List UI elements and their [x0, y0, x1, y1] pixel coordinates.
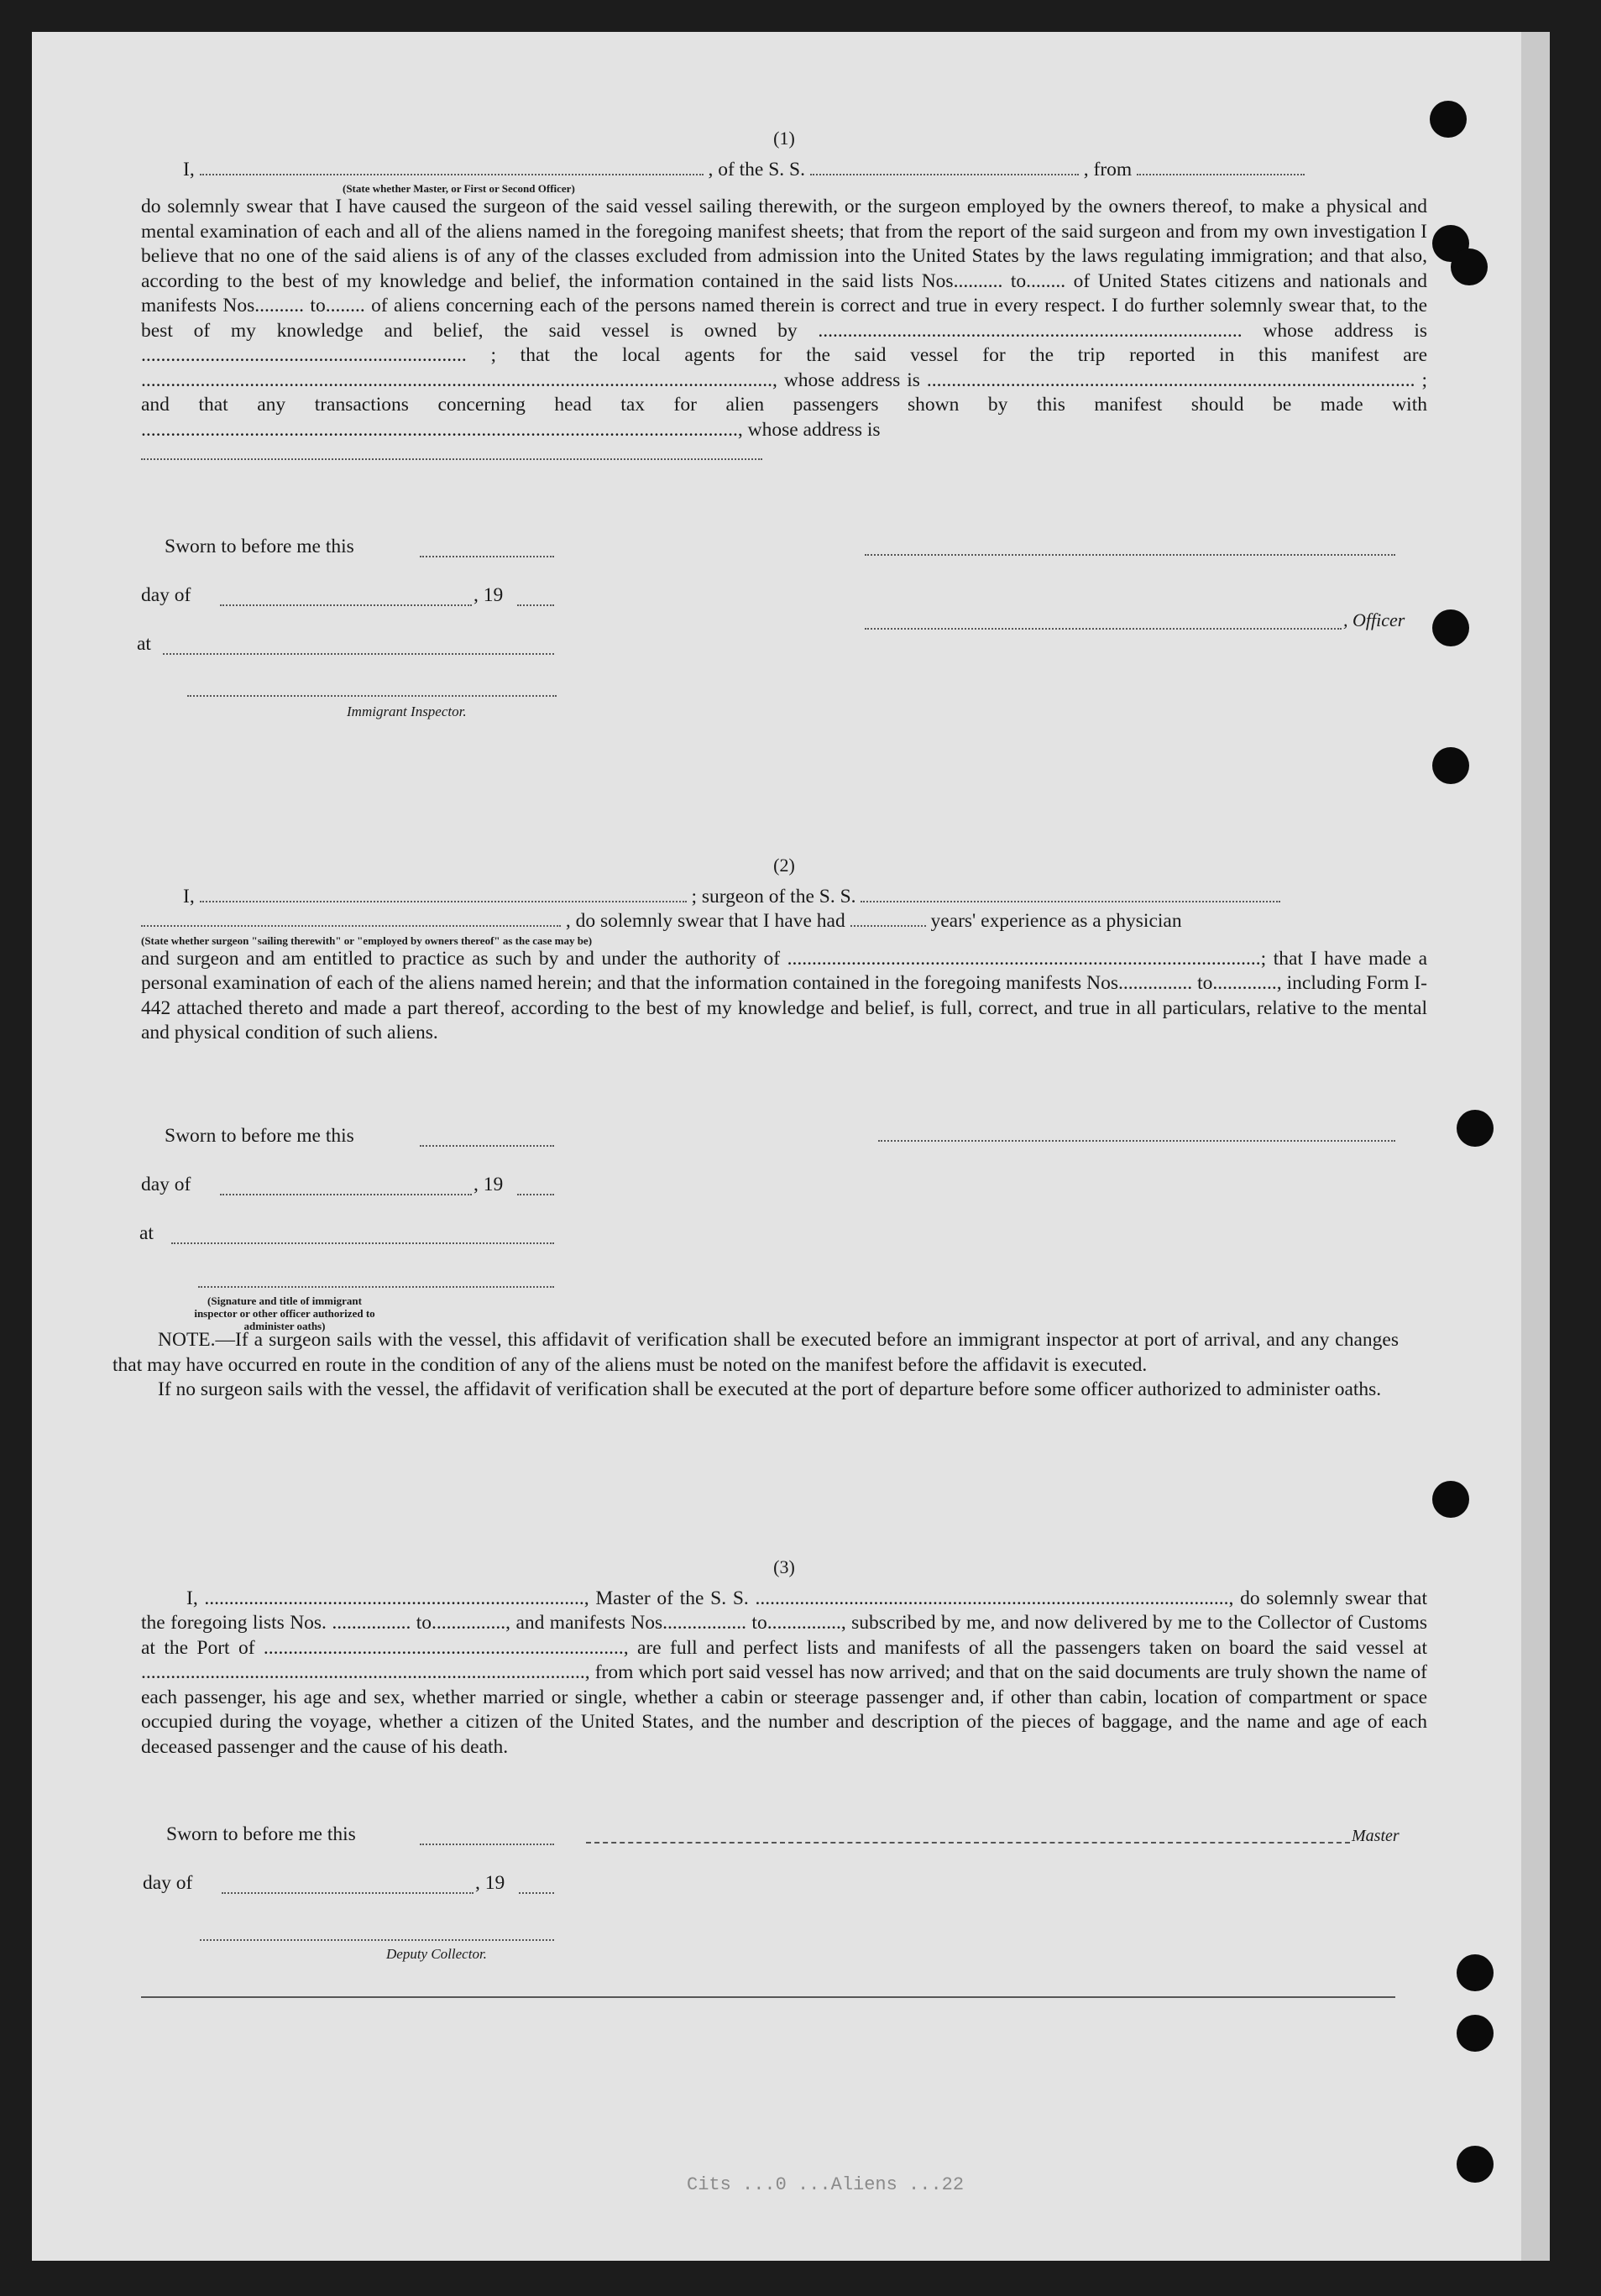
punch-hole	[1457, 1110, 1494, 1147]
affidavit-section-3	[141, 1555, 1427, 1760]
year-2: , 19	[473, 1174, 504, 1195]
punch-hole	[1457, 1954, 1494, 1991]
section-1-body: do solemnly swear that I have caused the surgeon of the said vessel sailing therewith, or the surgeon employed by the owners thereof, to make a physical and mental examination of each and all of the aliens named in the foregoing manifest sheets; that from the report of the said surgeon and from my own investigation I believe that no one of the said aliens is of any of the classes excluded from admission into the United States by the laws regulating immigration; and that also, according to the best of my knowledge and belief, the information contained in the said lists Nos.......... to........ of United States citizens and nationals and manifests Nos.......... to........ of aliens concerning each of the persons named therein is correct and true in every respect. I do further solemnly swear that, to the best of my knowledge and belief, the said vessel is owned by ...................................................................................... whose address is .................................................................. ; that the local agents for the said vessel for the trip reported in this manifest are ................................................................................................................................, whose address is ................................................................................................... ; and that any transactions concerning head tax for alien passengers shown by this manifest should be made with ........................................................................................................................., whose address is	[141, 196, 1427, 441]
punch-hole	[1432, 1481, 1469, 1518]
note-block	[112, 1328, 1399, 1403]
at-2: at	[139, 1222, 154, 1244]
day-of-3: day of	[143, 1872, 193, 1894]
year-blank	[517, 604, 554, 606]
punch-hole	[1432, 747, 1469, 784]
note-paragraph: NOTE.—If a surgeon sails with the vessel, this affidavit of verification shall be executed before an immigrant inspector at port of arrival, and any changes that may have occurred en route in the condition of any of the aliens must be noted on the manifest before the affidavit is executed.	[112, 1329, 1399, 1376]
officer-sig-line-1	[865, 554, 1395, 556]
experience-line: , do solemnly swear that I have had years' experience as a physician	[141, 909, 1427, 934]
immigrant-inspector-label: Immigrant Inspector.	[347, 703, 467, 719]
bottom-rule	[141, 1996, 1395, 1998]
at-blank	[163, 653, 554, 655]
sworn-blank	[420, 556, 554, 557]
vessel-blank	[861, 886, 1280, 902]
sworn-3: Sworn to before me this	[166, 1823, 356, 1845]
day-of-1: day of	[141, 584, 191, 606]
surgeon-type-note: (State whether surgeon "sailing therewith" or "employed by owners thereof" as the case may be)	[141, 934, 593, 947]
punch-hole	[1432, 609, 1469, 646]
inspector-sig-line	[198, 1286, 554, 1288]
section-number: (1)	[773, 128, 795, 149]
sworn-blank	[420, 1145, 554, 1147]
surgeon-sig-line-1	[878, 1140, 1395, 1142]
section-3-body: I, ............................................................................., Master of the S. S. ................................................................................................, do solemnly swear that the foregoing lists Nos. ................ to..............., and manifests Nos................. to..............., subscribed by me, and now delivered by me to the Collector of Customs at the Port of ........................................................................., are full and perfect lists and manifests of all the passengers taken on board the said vessel at .........................................................................................., from which port said vessel has now arrived; and that on the said documents are truly shown the name of each passenger, his age and sex, whether married or single, whether a cabin or steerage passenger and, if other than cabin, location of compartment or space occupied during the voyage, whether a citizen of the United States, and the number and description of the pieces of baggage, and the name and age of each deceased passenger and the cause of his death.	[141, 1587, 1427, 1758]
faint-bottom-numbers: Cits ...0 ...Aliens ...22	[687, 2174, 965, 2195]
address-blank	[141, 450, 762, 460]
officer-sig-line-2	[865, 628, 1342, 630]
affidavit-section-1	[141, 126, 1427, 468]
day-blank	[222, 1892, 473, 1894]
document-page	[32, 32, 1550, 2261]
page-edge	[1521, 32, 1550, 2261]
year-blank	[519, 1892, 554, 1894]
section-2-body: and surgeon and am entitled to practice as such by and under the authority of ................................................................................................; that I have made a personal examination of each of the aliens named herein; and that the information contained in the foregoing manifests Nos............... to............., including Form I-442 attached thereto and made a part thereof, according to the best of my knowledge and belief, is full, correct, and true in all particulars, relative to the mental and physical condition of such aliens.	[141, 947, 1427, 1043]
surgeon-name-blank	[200, 886, 687, 902]
surgeon-line: I, ; surgeon of the S. S.	[183, 885, 1427, 910]
collector-sig-line	[200, 1939, 554, 1941]
name-blank	[200, 159, 704, 175]
master-line: I, , of the S. S. , from	[183, 158, 1427, 183]
inspector-sig-line	[187, 695, 557, 697]
at-blank	[171, 1242, 554, 1244]
at-1: at	[137, 633, 151, 655]
year-blank	[517, 1194, 554, 1195]
master-sig-line	[586, 1842, 1350, 1844]
from-blank	[1137, 159, 1305, 175]
day-of-2: day of	[141, 1174, 191, 1195]
punch-hole	[1457, 2146, 1494, 2183]
sworn-2: Sworn to before me this	[165, 1125, 354, 1147]
sworn-blank	[420, 1844, 554, 1845]
signature-title-note: (Signature and title of immigrant inspector or other officer authorized to administer oaths)	[194, 1294, 375, 1332]
deputy-collector-label: Deputy Collector.	[386, 1946, 487, 1962]
note-label: NOTE.	[158, 1329, 216, 1351]
surgeon-type-blank	[141, 910, 561, 927]
rank-note: (State whether Master, or First or Second Officer)	[343, 182, 575, 195]
punch-hole	[1451, 248, 1488, 285]
years-blank	[850, 910, 926, 927]
sworn-1: Sworn to before me this	[165, 536, 354, 557]
officer-label: , Officer	[1343, 609, 1405, 630]
affidavit-section-2	[141, 853, 1427, 1046]
day-blank	[220, 604, 472, 606]
section-number: (2)	[773, 855, 795, 876]
section-number: (3)	[773, 1556, 795, 1577]
note-paragraph-2: If no surgeon sails with the vessel, the affidavit of verification shall be executed at the port of departure before some officer authorized to administer oaths.	[158, 1378, 1382, 1400]
master-label: Master	[1352, 1827, 1400, 1845]
year-1: , 19	[473, 584, 504, 606]
punch-hole	[1430, 101, 1467, 138]
punch-hole	[1457, 2015, 1494, 2052]
year-3: , 19	[475, 1872, 505, 1894]
vessel-blank	[810, 159, 1079, 175]
day-blank	[220, 1194, 472, 1195]
